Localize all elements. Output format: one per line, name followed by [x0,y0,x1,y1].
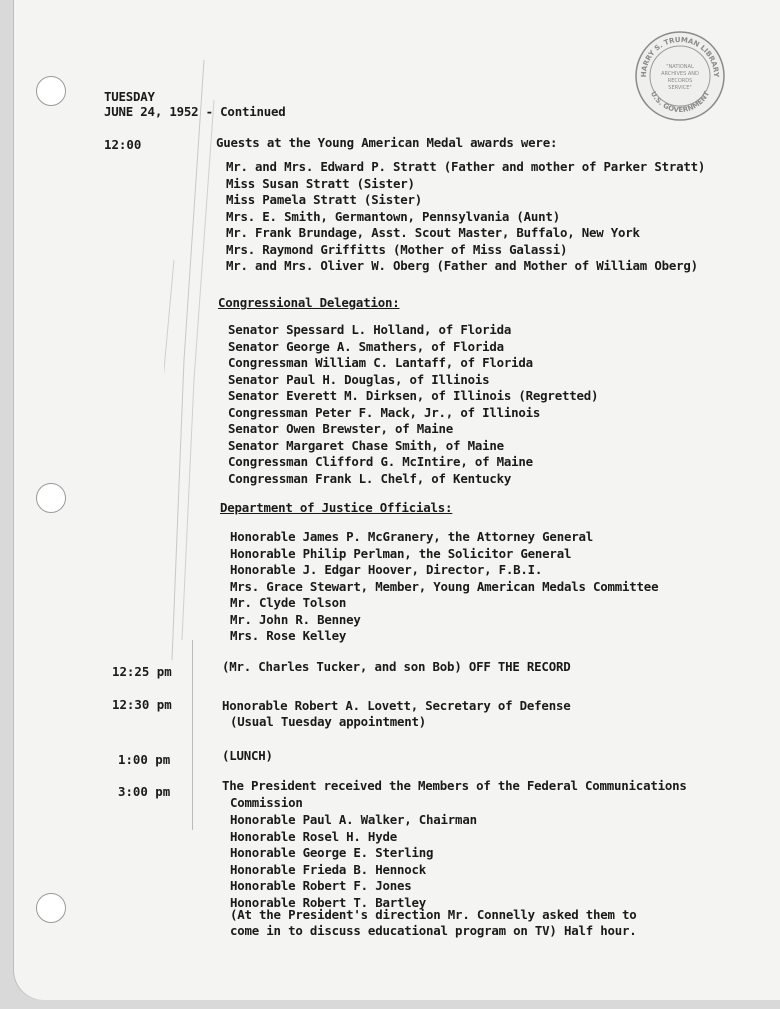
header-date: JUNE 24, 1952 [104,104,199,119]
list-item: Mr. and Mrs. Oliver W. Oberg (Father and Mother of William Oberg) [226,258,698,273]
stamp-ring-top: HARRY S. TRUMAN LIBRARY [639,35,721,78]
list-item: Senator Spessard L. Holland, of Florida [228,322,512,337]
entry-text: (Usual Tuesday appointment) [230,714,427,729]
entry-text: The President received the Members of the Federal Communications [222,778,687,793]
list-item: Honorable Paul A. Walker, Chairman [230,812,477,827]
entry-note: (At the President's direction Mr. Connelly asked them to [230,907,637,922]
list-item: Mrs. Grace Stewart, Member, Young American Medals Committee [230,578,659,594]
list-item: Honorable Robert F. Jones [230,878,412,893]
list-item: Senator Owen Brewster, of Maine [228,421,454,436]
list-item: Senator Everett M. Dirksen, of Illinois (Regretted) [228,388,599,403]
list-item: Mrs. Raymond Griffitts (Mother of Miss Galassi) [226,241,568,257]
stamp-center-line: SERVICE" [668,85,692,91]
entry-time: 12:00 [104,137,142,152]
list-item: Honorable Frieda B. Hennock [230,861,427,877]
entry-intro: Guests at the Young American Medal awards were: [216,135,558,150]
entry-text: Commission [230,795,303,810]
stamp-center-line: "NATIONAL [666,64,694,70]
document-page [14,0,780,1000]
list-item: Honorable James P. McGranery, the Attorney General [230,529,593,544]
list-item: Mr. Frank Brundage, Asst. Scout Master, Buffalo, New York [226,225,640,240]
list-item: Honorable Philip Perlman, the Solicitor General [230,545,572,561]
stamp-center-line: ARCHIVES AND [661,71,699,77]
entry-time: 12:25 pm [112,664,172,679]
justice-list [230,529,658,645]
section-heading-justice: Department of Justice Officials: [220,500,453,515]
list-item: Miss Pamela Stratt (Sister) [226,192,423,207]
entry-time: 12:30 pm [112,697,172,712]
list-item: Honorable George E. Sterling [230,845,434,860]
guest-list [226,159,705,275]
list-item: Honorable J. Edgar Hoover, Director, F.B.I. [230,562,543,577]
archives-stamp [634,30,726,122]
header-day: TUESDAY [104,89,155,104]
list-item: Senator Paul H. Douglas, of Illinois [228,371,490,387]
entry-text: (Mr. Charles Tucker, and son Bob) OFF THE RECORD [222,659,571,674]
binder-hole-top [36,76,66,106]
list-item: Congressman Frank L. Chelf, of Kentucky [228,470,512,486]
stamp-center-line: RECORDS [667,78,693,84]
delegation-list [228,322,598,487]
list-item: Congressman Peter F. Mack, Jr., of Illinois [228,404,541,420]
binder-hole-middle [36,483,66,513]
list-item: Congressman Clifford G. McIntire, of Maine [228,454,533,469]
list-item: Honorable Rosel H. Hyde [230,828,397,844]
entry-text: (LUNCH) [222,748,273,763]
list-item: Mr. and Mrs. Edward P. Stratt (Father and mother of Parker Stratt) [226,159,706,174]
paper-streak-marks [164,60,224,660]
entry-time: 1:00 pm [118,752,171,767]
entry-time: 3:00 pm [118,784,171,799]
margin-rule [192,640,193,830]
fcc-member-list [230,812,477,911]
list-item: Senator Margaret Chase Smith, of Maine [228,437,504,453]
list-item: Honorable Robert T. Bartley [230,894,427,910]
stamp-ring-bottom: U.S. GOVERNMENT [648,90,712,115]
list-item: Congressman William C. Lantaff, of Florida [228,355,533,370]
section-heading-delegation: Congressional Delegation: [218,295,400,310]
list-item: Mr. John R. Benney [230,611,361,627]
list-item: Senator George A. Smathers, of Florida [228,338,504,354]
list-item: Mrs. Rose Kelley [230,628,347,643]
list-item: Mrs. E. Smith, Germantown, Pennsylvania (Aunt) [226,208,560,224]
entry-text: Honorable Robert A. Lovett, Secretary of Defense [222,698,571,713]
binder-hole-bottom [36,893,66,923]
list-item: Mr. Clyde Tolson [230,595,347,610]
list-item: Miss Susan Stratt (Sister) [226,175,415,191]
entry-note: come in to discuss educational program on TV) Half hour. [230,923,637,938]
header-continued: - Continued [205,104,286,119]
header-date-line [104,104,286,120]
